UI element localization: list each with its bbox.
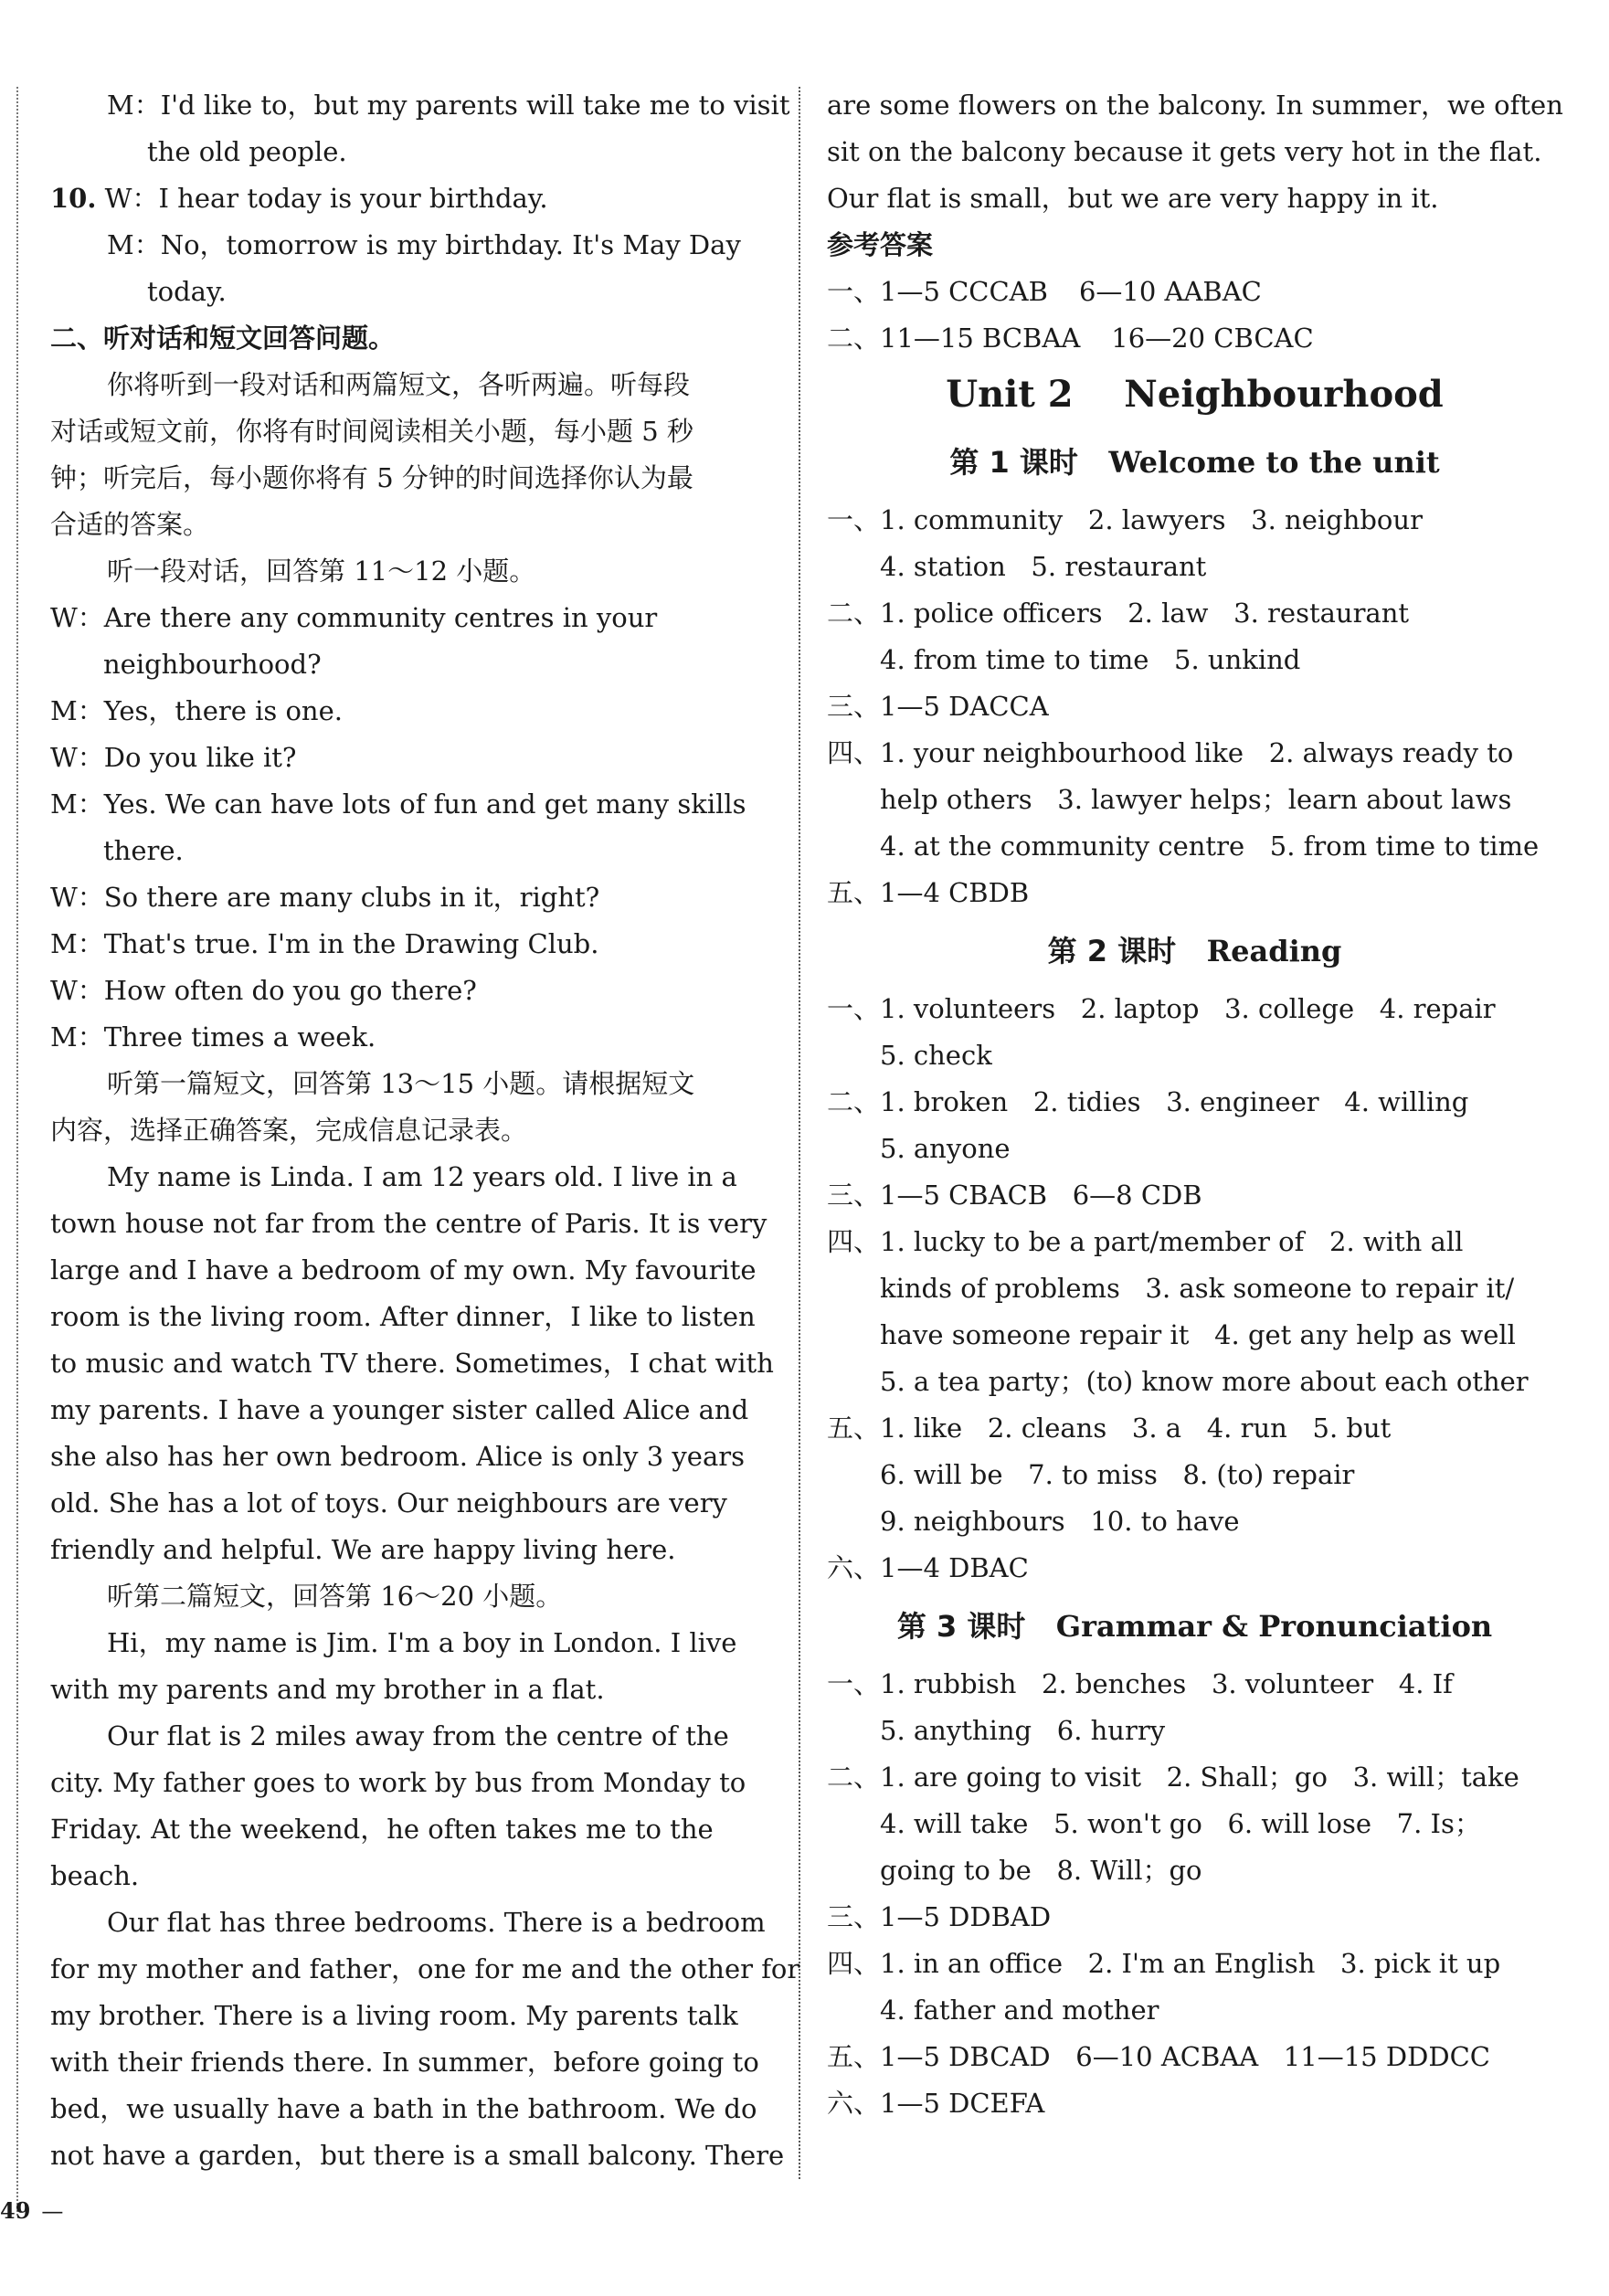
dialogue-text: W：I hear today is your birthday.: [104, 183, 548, 214]
page-number-value: 49: [0, 2197, 31, 2224]
right-column: [827, 82, 1562, 2127]
instruction-line: 对话或短文前，你将有时间阅读相关小题，每小题 5 秒: [50, 416, 693, 447]
answer-line: 4. station 5. restaurant: [880, 551, 1207, 582]
instruction-line: 钟；听完后，每小题你将有 5 分钟的时间选择你认为最: [50, 462, 693, 493]
passage-line: beach.: [50, 1860, 140, 1891]
answer-line: 六、1—4 DBAC: [827, 1552, 1029, 1583]
answer-text: 16—20 CBCAC: [1111, 323, 1314, 354]
page-dash: —: [41, 2198, 64, 2224]
lesson-heading: [827, 428, 1562, 497]
answer-line: have someone repair it 4. get any help as well: [880, 1319, 1516, 1350]
passage-line: city. My father goes to work by bus from Monday to: [50, 1767, 746, 1798]
question-prompt: 听第二篇短文，回答第 16～20 小题。: [107, 1581, 563, 1612]
answer-line: 六、1—5 DCEFA: [827, 2088, 1045, 2119]
answer-line: 三、1—5 DDBAD: [827, 1901, 1052, 1932]
passage-line: with my parents and my brother in a flat.: [50, 1674, 605, 1705]
dialogue-line: neighbourhood?: [103, 649, 322, 680]
unit-title: Unit 2 Neighbourhood: [946, 373, 1444, 416]
section-heading: 二、听对话和短文回答问题。: [50, 323, 396, 354]
answer-line: 一、1. rubbish 2. benches 3. volunteer 4. If: [827, 1668, 1453, 1699]
answer-line: 4. at the community centre 5. from time to time: [880, 831, 1540, 862]
dialogue-line: the old people.: [147, 136, 347, 167]
passage-line: town house not far from the centre of Paris. It is very: [50, 1208, 767, 1239]
passage-line: my brother. There is a living room. My parents talk: [50, 2000, 738, 2031]
answer-line: 5. anything 6. hurry: [880, 1715, 1166, 1746]
passage-line: my parents. I have a younger sister called Alice and: [50, 1394, 749, 1425]
lesson-name: Reading: [1206, 934, 1342, 968]
answer-line: kinds of problems 3. ask someone to repair it/: [880, 1273, 1515, 1304]
passage-line: sit on the balcony because it gets very hot in the flat.: [827, 136, 1542, 167]
dialogue-line: M：No，tomorrow is my birthday. It's May Day: [107, 229, 741, 260]
dialogue-line: there.: [103, 835, 184, 866]
dialogue-line: W：How often do you go there?: [50, 975, 477, 1006]
answer-line: 二、1. police officers 2. law 3. restaurant: [827, 598, 1410, 629]
dialogue-line: M：I'd like to，but my parents will take me to visit: [107, 90, 790, 121]
lesson-number: 第 1 课时: [949, 445, 1078, 480]
answer-line: help others 3. lawyer helps；learn about laws: [880, 784, 1512, 815]
answer-line: 5. check: [880, 1040, 992, 1071]
dialogue-line: W：So there are many clubs in it，right?: [50, 882, 600, 913]
answer-line: going to be 8. Will；go: [880, 1855, 1202, 1886]
answer-line: 三、1—5 DACCA: [827, 691, 1049, 722]
answer-line: 四、1. your neighbourhood like 2. always ready to: [827, 737, 1514, 768]
answer-line: 五、1—5 DBCAD 6—10 ACBAA 11—15 DDDCC: [827, 2041, 1490, 2072]
passage-line: bed，we usually have a bath in the bathroom. We do: [50, 2093, 757, 2124]
answer-line: 9. neighbours 10. to have: [880, 1506, 1240, 1537]
dialogue-line: [50, 175, 772, 222]
answer-line: 5. anyone: [880, 1133, 1011, 1164]
dialogue-line: today.: [147, 276, 227, 307]
answer-line: 一、1. volunteers 2. laptop 3. college 4. repair: [827, 993, 1496, 1024]
lesson-heading: [827, 916, 1562, 986]
lesson-heading: [827, 1592, 1562, 1661]
passage-line: Our flat is 2 miles away from the centre of the: [107, 1720, 729, 1751]
passage-line: she also has her own bedroom. Alice is only 3 years: [50, 1441, 745, 1472]
question-prompt: 内容，选择正确答案，完成信息记录表。: [50, 1115, 528, 1146]
answer-key-heading: 参考答案: [827, 229, 934, 260]
answer-text: 6—10 AABAC: [1078, 276, 1262, 307]
answer-line: 6. will be 7. to miss 8. (to) repair: [880, 1459, 1355, 1490]
left-column: [50, 82, 800, 2179]
dialogue-line: W：Do you like it?: [50, 742, 297, 773]
answer-line: 4. father and mother: [880, 1994, 1159, 2026]
passage-line: friendly and helpful. We are happy living here.: [50, 1534, 676, 1565]
lesson-number: 第 3 课时: [896, 1609, 1026, 1644]
answer-line: 五、1. like 2. cleans 3. a 4. run 5. but: [827, 1413, 1392, 1444]
dialogue-line: M：Three times a week.: [50, 1021, 376, 1053]
answer-line: 四、1. lucky to be a part/member of 2. with all: [827, 1226, 1464, 1257]
dialogue-line: M：Yes. We can have lots of fun and get many skills: [50, 788, 746, 820]
passage-line: Our flat is small，but we are very happy in it.: [827, 183, 1439, 214]
passage-line: Friday. At the weekend，he often takes me to the: [50, 1814, 714, 1845]
answer-line: 二、1. are going to visit 2. Shall；go 3. will；take: [827, 1762, 1519, 1793]
item-number: 10.: [50, 183, 97, 214]
page-number: [0, 2197, 63, 2224]
passage-line: large and I have a bedroom of my own. My favourite: [50, 1254, 757, 1286]
passage-line: not have a garden，but there is a small balcony. There: [50, 2140, 785, 2171]
column-divider: [799, 87, 800, 2179]
answer-line: 四、1. in an office 2. I'm an English 3. pick it up: [827, 1948, 1501, 1979]
question-prompt: 听第一篇短文，回答第 13～15 小题。请根据短文: [107, 1068, 695, 1099]
answer-line: [827, 269, 1562, 315]
instruction-line: 你将听到一段对话和两篇短文，各听两遍。听每段: [107, 369, 691, 400]
left-margin-rule: [16, 87, 18, 2216]
passage-line: room is the living room. After dinner，I like to listen: [50, 1301, 756, 1332]
dialogue-line: M：That's true. I'm in the Drawing Club.: [50, 928, 599, 959]
dialogue-line: W：Are there any community centres in your: [50, 602, 658, 633]
passage-line: Our flat has three bedrooms. There is a bedroom: [107, 1907, 766, 1938]
answer-line: 五、1—4 CBDB: [827, 877, 1030, 908]
passage-line: to music and watch TV there. Sometimes，I chat with: [50, 1348, 774, 1379]
passage-line: Hi，my name is Jim. I'm a boy in London. I live: [107, 1627, 737, 1658]
passage-line: old. She has a lot of toys. Our neighbours are very: [50, 1487, 727, 1518]
passage-line: are some flowers on the balcony. In summer，we often: [827, 90, 1563, 121]
instruction-line: 合适的答案。: [50, 509, 210, 540]
answer-line: [827, 315, 1562, 362]
answer-line: 三、1—5 CBACB 6—8 CDB: [827, 1180, 1202, 1211]
dialogue-line: M：Yes，there is one.: [50, 695, 343, 726]
lesson-number: 第 2 课时: [1047, 934, 1177, 968]
answer-line: 4. will take 5. won't go 6. will lose 7. Is；: [880, 1808, 1481, 1839]
lesson-name: Grammar & Pronunciation: [1055, 1609, 1493, 1644]
answer-line: 5. a tea party；(to) know more about each other: [880, 1366, 1529, 1397]
passage-line: with their friends there. In summer，before going to: [50, 2047, 759, 2078]
question-prompt: 听一段对话，回答第 11～12 小题。: [107, 555, 536, 587]
answer-line: 一、1. community 2. lawyers 3. neighbour: [827, 504, 1423, 535]
lesson-name: Welcome to the unit: [1108, 445, 1440, 480]
passage-line: My name is Linda. I am 12 years old. I live in a: [107, 1161, 737, 1192]
answer-line: 二、1. broken 2. tidies 3. engineer 4. willing: [827, 1086, 1469, 1117]
passage-line: for my mother and father，one for me and the other for: [50, 1953, 800, 1984]
answer-line: 4. from time to time 5. unkind: [880, 644, 1301, 675]
answer-text: 一、1—5 CCCAB: [827, 276, 1048, 307]
answer-text: 二、11—15 BCBAA: [827, 323, 1081, 354]
